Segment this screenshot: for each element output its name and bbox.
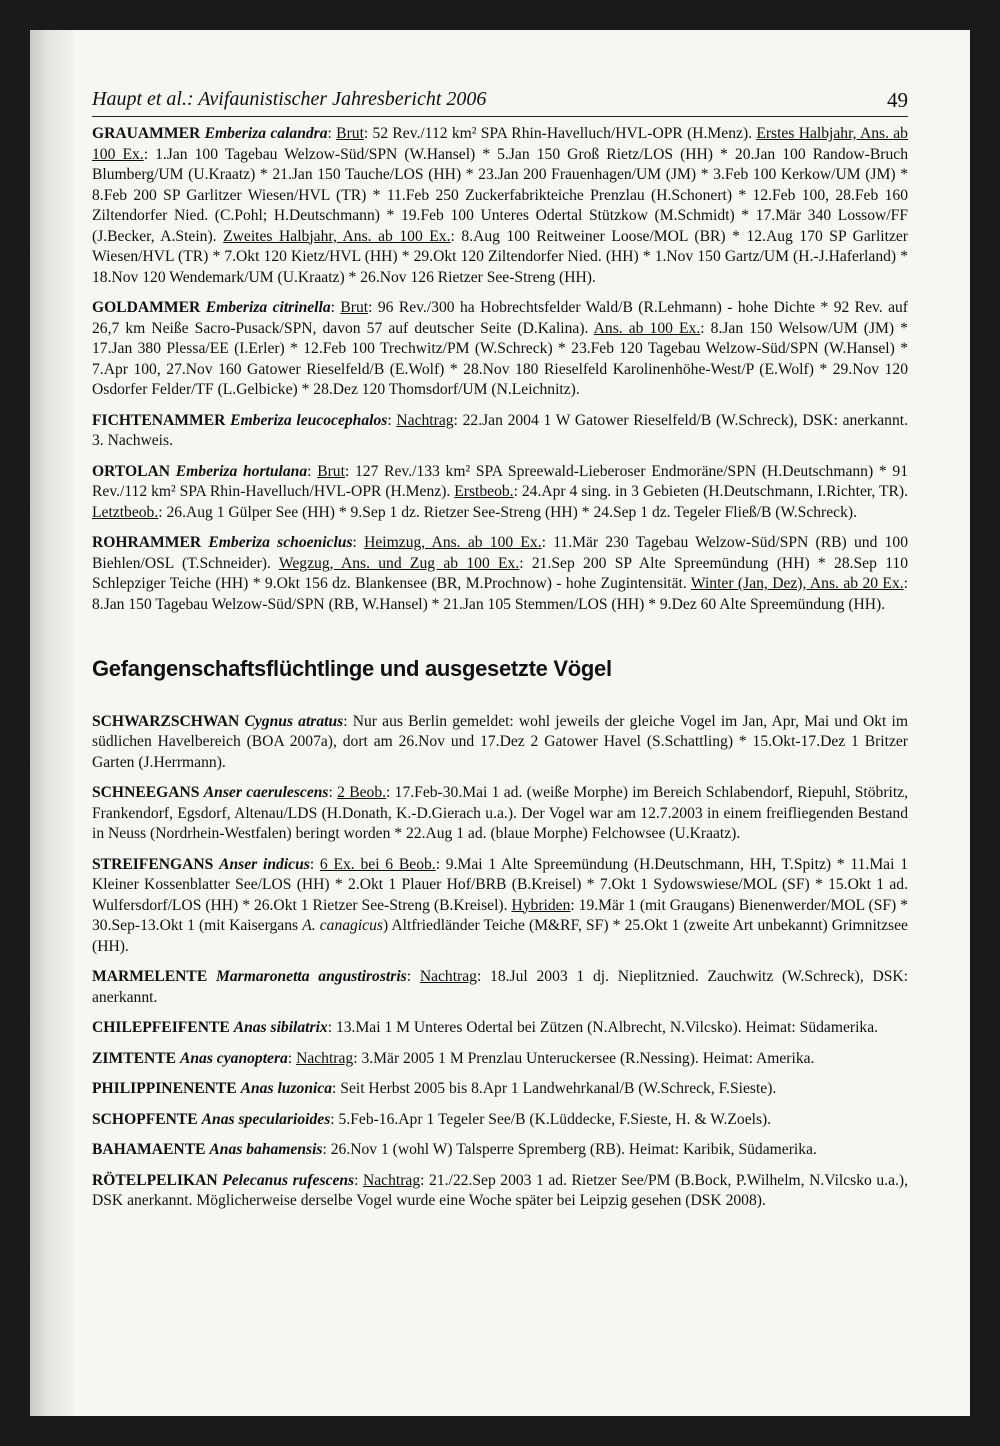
entry-text: :	[330, 299, 341, 316]
header-title: Haupt et al.: Avifaunistischer Jahresbericht 2006	[92, 88, 487, 110]
species-entry	[92, 855, 908, 958]
underlined-subheading: Heimzug, Ans. ab 100 Ex.	[364, 534, 542, 551]
entry-text: :	[287, 1049, 297, 1067]
underlined-subheading: Wegzug, Ans. und Zug ab 100 Ex.	[278, 554, 520, 572]
page-body	[92, 124, 908, 1222]
species-name: FICHTENAMMER	[92, 411, 226, 429]
entry-text: : Nur aus Berlin gemeldet: wohl jeweils der gleiche Vogel im Jan, Apr, Mai und Okt im südlichen Havelbereich (BOA 2007a), dort am 26.Nov und 17.Dez 2 Gatower Havel (S.Schattling) * 15.Okt-17.Dez 1 Britzer Garten (J.Herrmann).	[92, 712, 908, 771]
entry-text: :	[328, 784, 338, 801]
scientific-name: Anas sibilatrix	[233, 1019, 328, 1036]
running-header	[92, 76, 908, 117]
entry-text: :	[307, 462, 318, 480]
species-name: RÖTELPELIKAN	[92, 1171, 218, 1189]
species-name: ORTOLAN	[92, 462, 171, 480]
entry-text: : 13.Mai 1 M Unteres Odertal bei Zützen (N.Albrecht, N.Vilcsko). Heimat: Südamerika.	[327, 1019, 879, 1036]
scientific-name: Emberiza hortulana	[175, 462, 308, 480]
entry-text: :	[387, 411, 397, 429]
entry-text: : 96 Rev./300 ha Hobrechtsfelder Wald/B (R.Lehmann) - hohe Dichte * 92 Rev. auf 26,7 km Neiße Sacro-Pusack/SPN, davon 57 auf deutscher Seite (D.Kalina).	[92, 299, 908, 337]
entry-text: : 52 Rev./112 km² SPA Rhin-Havelluch/HVL-OPR (H.Menz).	[363, 125, 757, 142]
entry-text: : 26.Nov 1 (wohl W) Talsperre Spremberg (RB). Heimat: Karibik, Südamerika.	[322, 1141, 817, 1158]
scientific-name: Emberiza leucocephalos	[230, 411, 388, 429]
species-name: STREIFENGANS	[92, 855, 214, 873]
entry-text: :	[354, 1171, 363, 1189]
entry-text: : 127 Rev./133 km² SPA Spreewald-Lieberoser Endmoräne/SPN (H.Deutschmann) * 91 Rev./112 km² SPA Rhin-Havelluch/HVL-OPR (H.Menz).	[92, 462, 908, 500]
entry-text: : 1.Jan 100 Tagebau Welzow-Süd/SPN (W.Hansel) * 5.Jan 150 Groß Rietz/LOS (HH) * 20.Jan 100 Randow-Bruch Blumberg/UM (U.Kraatz) * 21.Jan 150 Tauche/LOS (HH) * 23.Jan 200 Frauenhagen/UM (JM) * 3.Feb 100 Kerkow/UM (JM) * 8.Feb 200 SP Garlitzer Wiesen/HVL (TR) * 11.Feb 250 Zuckerfabrikteiche Prenzlau (H.Schonert) * 12.Feb 100, 28.Feb 160 Ziltendorfer Nied. (C.Pohl; H.Deutschmann) * 19.Feb 100 Unteres Odertal Stützkow (M.Schmidt) * 17.Mär 340 Lossow/FF (J.Becker, A.Stein).	[92, 145, 908, 245]
underlined-subheading: Winter (Jan, Dez), Ans. ab 20 Ex.	[690, 575, 904, 592]
underlined-subheading: Erstbeob.	[454, 483, 514, 500]
underlined-subheading: Ans. ab 100 Ex.	[593, 319, 701, 337]
entry-text: : 21.Sep 200 SP Alte Spreemündung (HH) * 28.Sep 110 Schlepziger Teiche (HH) * 9.Okt 156 dz. Blankensee (BR, M.Prochnow) - hohe Zugintensität.	[92, 554, 909, 592]
entry-text: : 22.Jan 2004 1 W Gatower Rieselfeld/B (W.Schreck), DSK: anerkannt. 3. Nachweis.	[92, 411, 908, 449]
underlined-subheading: Brut	[340, 299, 369, 316]
underlined-subheading: Nachtrag	[419, 968, 477, 985]
species-entry	[92, 783, 908, 845]
species-entry	[92, 1018, 908, 1039]
entry-text: : 17.Feb-30.Mai 1 ad. (weiße Morphe) im Bereich Schlabendorf, Riepuhl, Stöbritz, Frankendorf, Egsdorf, Altenau/LDS (H.Donath, K.-D.Gierach u.a.). Der Vogel war am 12.7.2003 in einem freifliegenden Bestand in Neuss (Nordrhein-Westfalen) beringt worden * 22.Aug 1 ad. (blaue Morphe) Felchowsee (U.Kraatz).	[92, 784, 908, 842]
species-name: SCHOPFENTE	[92, 1110, 198, 1128]
scientific-name: Anser caerulescens	[203, 784, 329, 801]
species-entry	[92, 1171, 908, 1212]
species-name: SCHWARZSCHWAN	[92, 712, 240, 730]
underlined-subheading: Erstes Halbjahr, Ans. ab 100 Ex.	[92, 125, 908, 163]
entry-text: ) Altfriedländer Teiche (M&RF, SF) * 25.Okt 1 (zweite Art unbekannt) Grimnitzsee (HH).	[92, 917, 908, 955]
underlined-subheading: Hybriden	[511, 896, 571, 914]
species-entry	[92, 712, 908, 774]
underlined-subheading: Nachtrag	[396, 411, 454, 429]
underlined-subheading: Brut	[317, 462, 345, 480]
entry-text: : 18.Jul 2003 1 dj. Nieplitznied. Zauchwitz (W.Schreck), DSK: anerkannt.	[92, 968, 908, 1006]
scientific-name: Emberiza citrinella	[205, 299, 331, 316]
species-entry	[92, 1079, 908, 1100]
species-entry	[92, 1140, 908, 1161]
species-entry	[92, 967, 908, 1008]
species-entry	[92, 124, 908, 288]
entry-text: : 24.Apr 4 sing. in 3 Gebieten (H.Deutschmann, I.Richter, TR).	[513, 483, 909, 500]
scientific-name: Cygnus atratus	[244, 712, 344, 730]
underlined-subheading: Nachtrag	[296, 1049, 354, 1067]
scientific-name: Anas specularioides	[201, 1110, 331, 1128]
entry-text: :	[352, 534, 365, 551]
italic-species-ref: A. canagicus	[302, 917, 383, 934]
entry-text: : 5.Feb-16.Apr 1 Tegeler See/B (K.Lüddecke, F.Sieste, H. & W.Zoels).	[330, 1110, 772, 1128]
species-entry	[92, 533, 908, 615]
escaped-birds-entries	[92, 712, 908, 1212]
species-entry	[92, 1049, 908, 1070]
species-name: BAHAMAENTE	[92, 1141, 206, 1158]
scientific-name: Anas luzonica	[240, 1080, 333, 1097]
section-heading: Gefangenschaftsflüchtlinge und ausgesetzte Vögel	[92, 656, 612, 681]
species-name: PHILIPPINENENTE	[92, 1080, 237, 1097]
entry-text: :	[406, 968, 420, 985]
species-name: ZIMTENTE	[92, 1049, 177, 1067]
underlined-subheading: 2 Beob.	[337, 784, 387, 801]
underlined-subheading: 6 Ex. bei 6 Beob.	[319, 855, 436, 873]
entry-text: : 11.Mär 230 Tagebau Welzow-Süd/SPN (RB) und 100 Biehlen/OSL (T.Schneider).	[92, 534, 908, 572]
underlined-subheading: Letztbeob.	[92, 503, 159, 521]
scientific-name: Anas bahamensis	[209, 1141, 323, 1158]
entry-text: : 3.Mär 2005 1 M Prenzlau Unteruckersee (R.Nessing). Heimat: Amerika.	[353, 1049, 815, 1067]
book-spine-shadow	[30, 30, 74, 1416]
page-number: 49	[887, 88, 908, 112]
entry-text: : 21./22.Sep 2003 1 ad. Rietzer See/PM (B.Bock, P.Wilhelm, N.Vilcsko u.a.), DSK anerkannt. Möglicherweise derselbe Vogel wurde eine Woche später bei Leipzig gesehen (DSK 2008).	[92, 1171, 909, 1209]
entry-text: : 9.Mai 1 Alte Spreemündung (H.Deutschmann, HH, T.Spitz) * 11.Mai 1 Kleiner Kossenblatter See/LOS (HH) * 2.Okt 1 Plauer Hof/BRB (B.Kreisel) * 7.Okt 1 Sydowswiese/MOL (SF) * 15.Okt 1 ad. Wulfersdorf/LOS (HH) * 26.Okt 1 Rietzer See-Streng (B.Kreisel).	[92, 855, 909, 914]
document-page	[30, 30, 970, 1416]
species-name: SCHNEEGANS	[92, 784, 200, 801]
species-entry	[92, 462, 908, 524]
entry-text: : 8.Jan 150 Welsow/UM (JM) * 17.Jan 380 Plessa/EE (I.Erler) * 12.Feb 100 Trechwitz/PM (W.Schreck) * 23.Feb 120 Tagebau Welzow-Süd/SPN (W.Hansel) * 7.Apr 100, 27.Nov 160 Gatower Rieselfeld/B (E.Wolf) * 28.Nov 180 Rieselfeld Karolinenhöhe-West/P (E.Wolf) * 29.Nov 120 Osdorfer Felder/TF (L.Gelbicke) * 28.Dez 120 Thomsdorf/UM (N.Leichnitz).	[92, 319, 908, 398]
scientific-name: Pelecanus rufescens	[222, 1171, 355, 1189]
entry-text: : 19.Mär 1 (mit Graugans) Bienenwerder/MOL (SF) * 30.Sep-13.Okt 1 (mit Kaisergans	[92, 896, 908, 934]
underlined-subheading: Zweites Halbjahr, Ans. ab 100 Ex.	[223, 227, 451, 245]
scientific-name: Anser indicus	[219, 855, 310, 873]
entry-text: : 26.Aug 1 Gülper See (HH) * 9.Sep 1 dz. Rietzer See-Streng (HH) * 24.Sep 1 dz. Tegeler Fließ/B (W.Schreck).	[158, 503, 857, 521]
entry-text: : 8.Jan 150 Tagebau Welzow-Süd/SPN (RB, W.Hansel) * 21.Jan 105 Stemmen/LOS (HH) * 9.Dez 60 Alte Spreemündung (HH).	[92, 575, 908, 613]
scientific-name: Marmaronetta angustirostris	[215, 968, 407, 985]
entry-text: :	[309, 855, 320, 873]
entry-text: : 8.Aug 100 Reitweiner Loose/MOL (BR) * 12.Aug 170 SP Garlitzer Wiesen/HVL (TR) * 7.Okt 120 Kietz/HVL (HH) * 29.Okt 120 Ziltendorfer Nied. (HH) * 1.Nov 150 Gartz/UM (H.-J.Haferland) * 18.Nov 120 Wendemark/UM (U.Kraatz) * 26.Nov 126 Rietzer See-Streng (HH).	[92, 227, 908, 286]
scientific-name: Emberiza schoeniclus	[208, 534, 353, 551]
species-name: GRAUAMMER	[92, 125, 201, 142]
entry-text: : Seit Herbst 2005 bis 8.Apr 1 Landwehrkanal/B (W.Schreck, F.Sieste).	[332, 1080, 777, 1097]
underlined-subheading: Nachtrag	[363, 1171, 421, 1189]
species-name: GOLDAMMER	[92, 299, 201, 316]
bunting-entries	[92, 124, 908, 615]
scientific-name: Anas cyanoptera	[179, 1049, 288, 1067]
species-name: CHILEPFEIFENTE	[92, 1019, 230, 1036]
species-name: ROHRAMMER	[92, 534, 202, 551]
species-entry	[92, 298, 908, 401]
underlined-subheading: Brut	[336, 125, 364, 142]
entry-text: :	[327, 125, 337, 142]
species-entry	[92, 411, 908, 452]
species-name: MARMELENTE	[92, 968, 208, 985]
species-entry	[92, 1110, 908, 1131]
scientific-name: Emberiza calandra	[204, 125, 328, 142]
